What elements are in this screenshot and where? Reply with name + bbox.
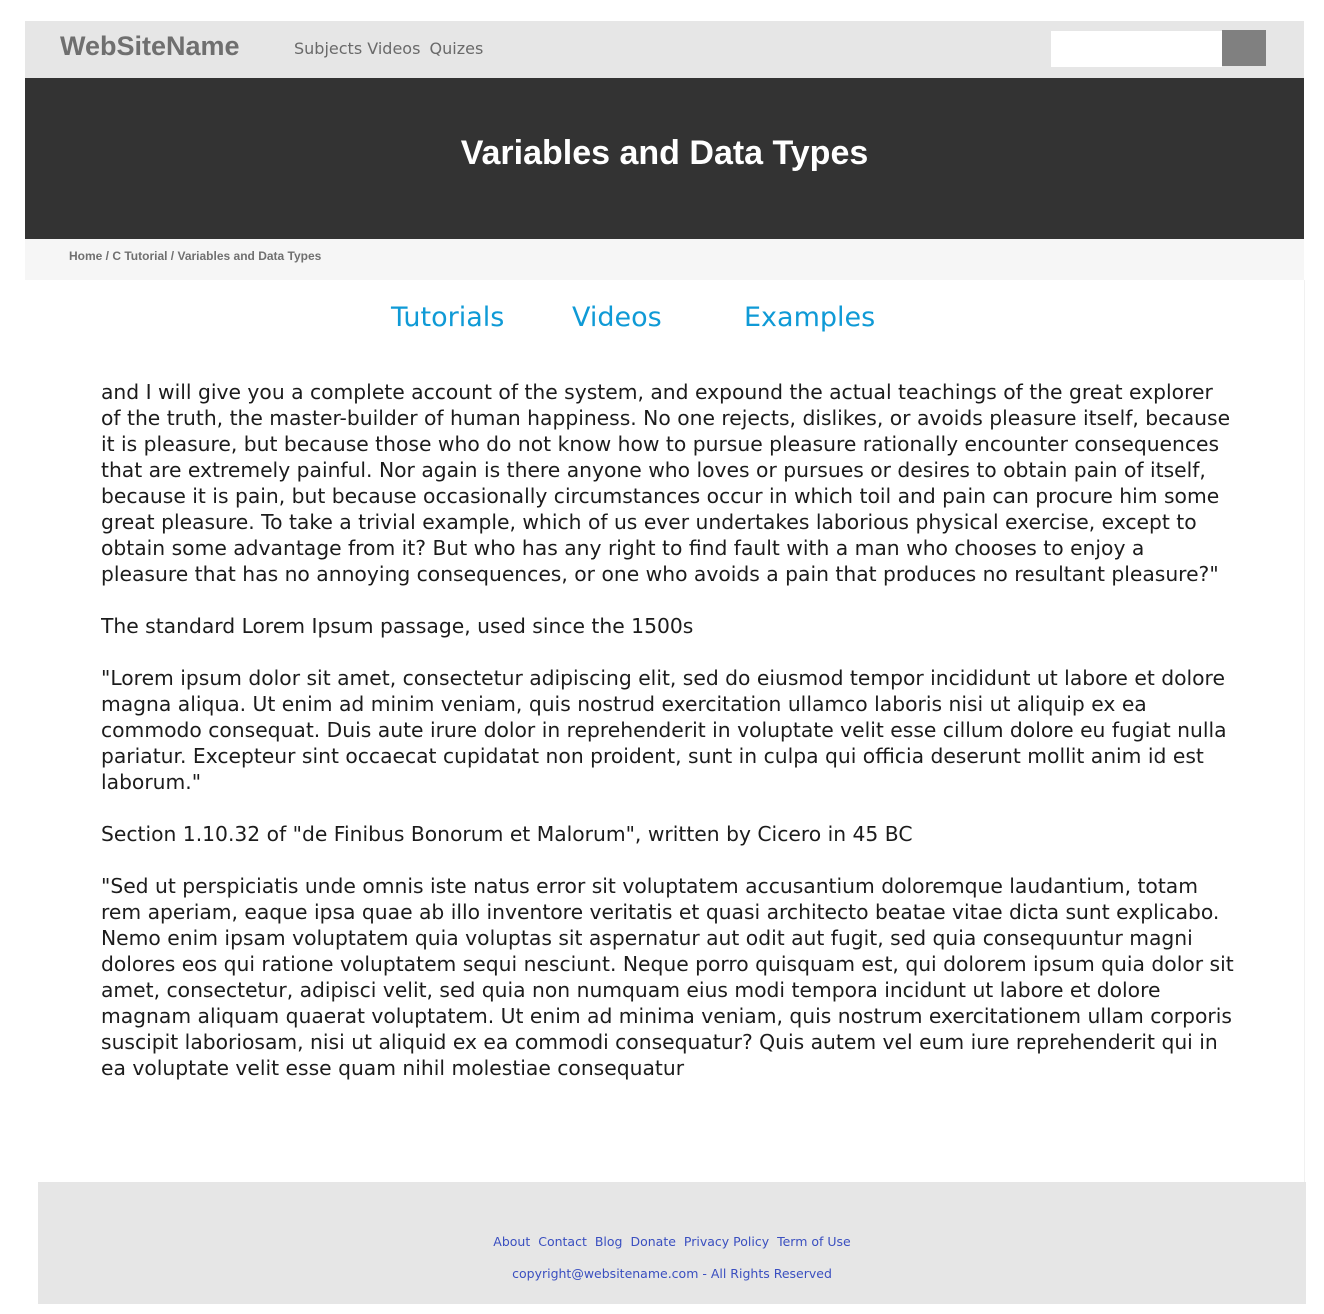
article-paragraph: and I will give you a complete account of the system, and expound the actual teachings of the great explorer of the truth, the master-builder of human happiness. No one rejects, dislikes, or avoids pleasure itself, because it is pleasure, but because those who do not know how to pursue pleasure rationally encounter consequences that are extremely painful. Nor again is there anyone who loves or pursues or desires to obtain pain of itself, because it is pain, but because occasionally circumstances occur in which toil and pain can procure him some great pleasure. To take a trivial example, which of us ever undertakes laborious physical exercise, except to obtain some advantage from it? But who has any right to find fault with a man who chooses to enjoy a pleasure that has no annoying consequences, or one who avoids a pain that produces no resultant pleasure?" <box>101 380 1231 586</box>
breadcrumb-c-tutorial[interactable]: C Tutorial <box>112 249 168 263</box>
article-paragraph: The standard Lorem Ipsum passage, used since the 1500s <box>101 614 694 638</box>
footer-link-donate[interactable]: Donate <box>630 1234 676 1249</box>
breadcrumb-separator: / <box>102 249 113 263</box>
site-footer <box>38 1182 1306 1304</box>
article-paragraph: "Lorem ipsum dolor sit amet, consectetur adipiscing elit, sed do eiusmod tempor incididunt ut labore et dolore magna aliqua. Ut enim ad minim veniam, quis nostrud exercitation ullamco laboris nisi ut aliquip ex ea commodo consequat. Duis aute irure dolor in reprehenderit in voluptate velit esse cillum dolore eu fugiat nulla pariatur. Excepteur sint occaecat cupidatat non proident, sunt in culpa qui officia deserunt mollit anim id est laborum." <box>101 666 1227 794</box>
article-paragraph: "Sed ut perspiciatis unde omnis iste natus error sit voluptatem accusantium doloremque laudantium, totam rem aperiam, eaque ipsa quae ab illo inventore veritatis et quasi architecto beatae vitae dicta sunt explicabo. Nemo enim ipsam voluptatem quia voluptas sit aspernatur aut odit aut fugit, sed quia consequuntur magni dolores eos qui ratione voluptatem sequi nesciunt. Neque porro quisquam est, qui dolorem ipsum quia dolor sit amet, consectetur, adipisci velit, sed quia non numquam eius modi tempora incidunt ut labore et dolore magnam aliquam quaerat voluptatem. Ut enim ad minima veniam, quis nostrum exercitationem ullam corporis suscipit laboriosam, nisi ut aliquid ex ea commodi consequatur? Quis autem vel eum iure reprehenderit qui in ea voluptate velit esse quam nihil molestiae consequatur <box>101 874 1234 1080</box>
main-nav <box>294 39 483 58</box>
footer-links <box>38 1234 1306 1249</box>
top-navbar <box>25 21 1304 78</box>
footer-link-blog[interactable]: Blog <box>594 1234 623 1249</box>
footer-link-privacy-policy[interactable]: Privacy Policy <box>683 1234 770 1249</box>
breadcrumb-home[interactable]: Home <box>69 249 103 263</box>
nav-videos[interactable]: Videos <box>367 39 421 58</box>
nav-subjects[interactable]: Subjects <box>294 39 363 58</box>
search-input[interactable] <box>1051 31 1222 67</box>
nav-quizes[interactable]: Quizes <box>429 39 484 58</box>
tab-tutorials[interactable]: Tutorials <box>391 302 505 333</box>
breadcrumb-current: Variables and Data Types <box>177 249 322 263</box>
copyright-text: copyright@websitename.com - All Rights Reserved <box>512 1266 832 1281</box>
footer-link-contact[interactable]: Contact <box>538 1234 587 1249</box>
search-button[interactable] <box>1222 30 1266 66</box>
site-brand[interactable]: WebSiteName <box>60 31 240 61</box>
tab-examples[interactable]: Examples <box>744 302 876 333</box>
footer-link-about[interactable]: About <box>493 1234 531 1249</box>
page-hero <box>25 78 1304 239</box>
article-paragraph: Section 1.10.32 of "de Finibus Bonorum et Malorum", written by Cicero in 45 BC <box>101 822 913 846</box>
page-title: Variables and Data Types <box>460 134 869 172</box>
breadcrumb <box>25 239 1304 280</box>
tab-videos[interactable]: Videos <box>572 302 662 333</box>
footer-link-term-of-use[interactable]: Term of Use <box>777 1234 851 1249</box>
article-body <box>101 379 1235 1096</box>
breadcrumb-separator: / <box>167 249 178 263</box>
